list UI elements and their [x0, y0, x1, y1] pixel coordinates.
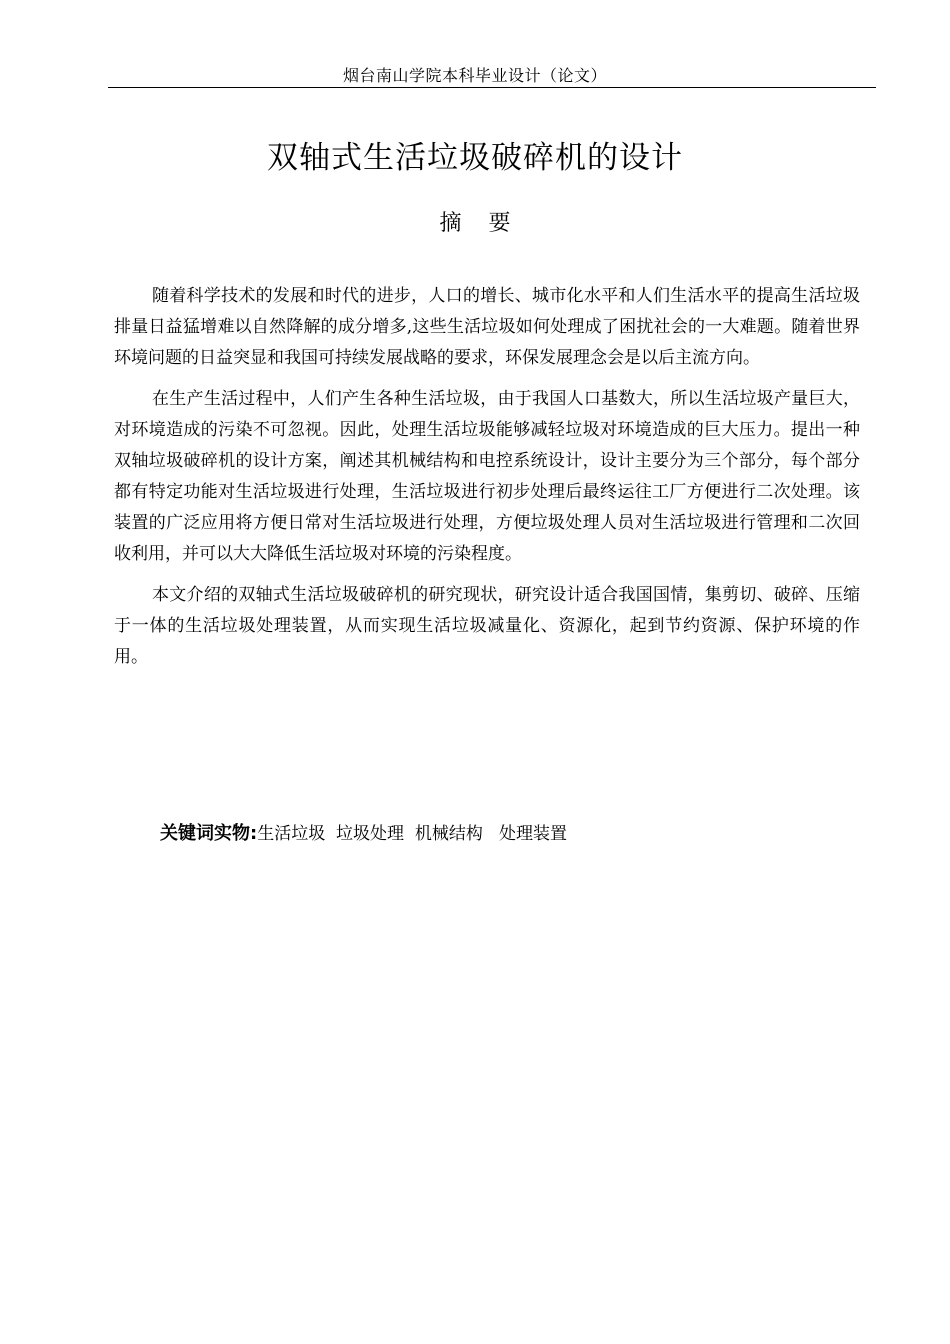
running-header: 烟台南山学院本科毕业设计（论文） [342, 66, 607, 85]
abstract-paragraph: 随着科学技术的发展和时代的进步，人口的增长、城市化水平和人们生活水平的提高生活垃圾排量日益猛增难以自然降解的成分增多,这些生活垃圾如何处理成了困扰社会的一大难题。随着世界环境问题的日益突显和我国可持续发展战略的要求，环保发展理念会是以后主流方向。 [114, 286, 860, 368]
abstract-paragraph: 本文介绍的双轴式生活垃圾破碎机的研究现状，研究设计适合我国国情，集剪切、破碎、压缩于一体的生活垃圾处理装置，从而实现生活垃圾减量化、资源化，起到节约资源、保护环境的作用。 [114, 585, 860, 667]
keywords-label: 关键词实物: [160, 823, 258, 844]
keywords-line [160, 820, 860, 848]
abstract-body [114, 281, 860, 683]
keywords-text: 生活垃圾 垃圾处理 机械结构 处理装置 [257, 824, 568, 844]
abstract-heading: 摘 要 [439, 211, 521, 236]
paper-title: 双轴式生活垃圾破碎机的设计 [267, 140, 683, 176]
header-divider [108, 87, 876, 88]
abstract-paragraph: 在生产生活过程中，人们产生各种生活垃圾，由于我国人口基数大，所以生活垃圾产量巨大，对环境造成的污染不可忽视。因此，处理生活垃圾能够减轻垃圾对环境造成的巨大压力。提出一种双轴垃圾破碎机的设计方案，阐述其机械结构和电控系统设计，设计主要分为三个部分，每个部分都有特定功能对生活垃圾进行处理，生活垃圾进行初步处理后最终运往工厂方便进行二次处理。该装置的广泛应用将方便日常对生活垃圾进行处理，方便垃圾处理人员对生活垃圾进行管理和二次回收利用，并可以大大降低生活垃圾对环境的污染程度。 [114, 389, 860, 564]
